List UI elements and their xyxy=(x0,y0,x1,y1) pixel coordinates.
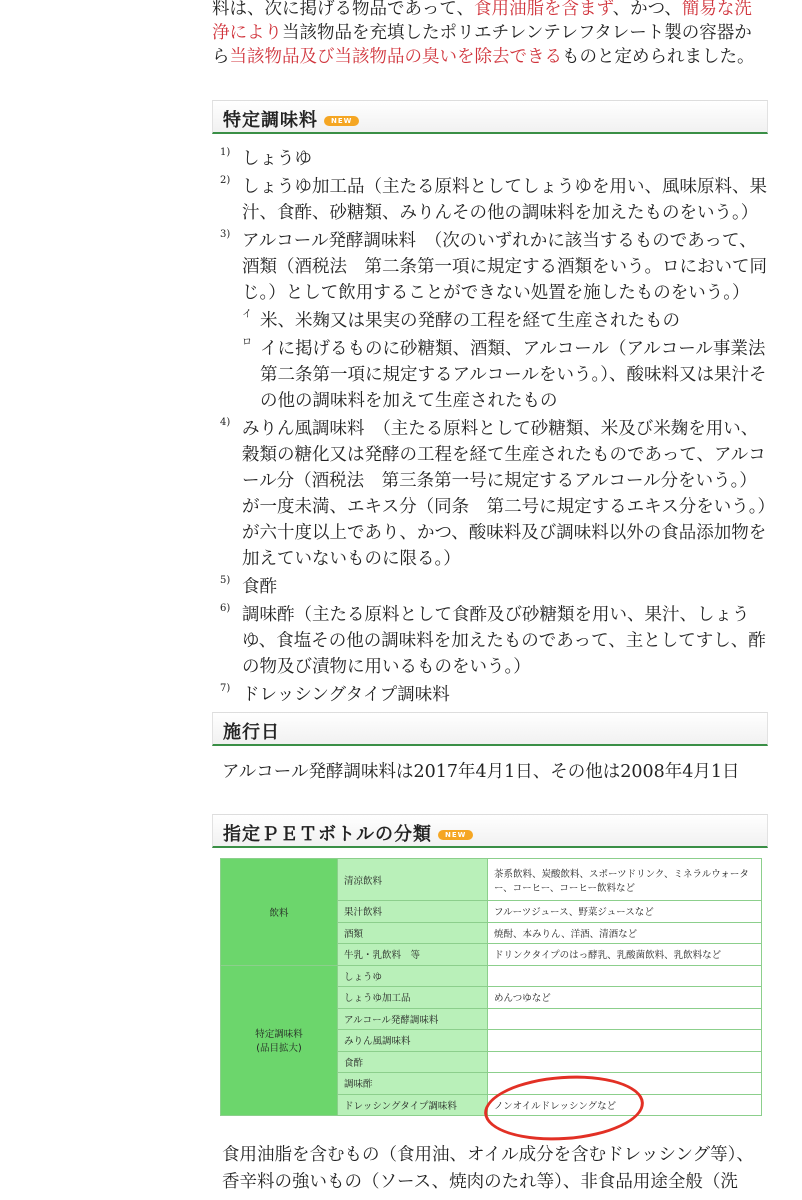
category-cell: 清涼飲料 xyxy=(338,859,488,901)
example-cell: 焼酎、本みりん、洋酒、清酒など xyxy=(488,922,762,944)
example-cell: フルーツジュース、野菜ジュースなど xyxy=(488,901,762,923)
intro-text: ら xyxy=(212,47,230,67)
example-cell: ノンオイルドレッシングなど xyxy=(488,1094,762,1116)
pet-classification-table xyxy=(220,858,762,1116)
item-text: しょうゆ xyxy=(242,149,312,169)
sub-item-mark: イ xyxy=(242,309,252,320)
new-badge: NEW xyxy=(324,116,359,126)
item-number: 1) xyxy=(220,147,231,158)
sub-item-mark: ロ xyxy=(242,337,252,348)
example-cell xyxy=(488,1051,762,1073)
intro-paragraph xyxy=(212,0,768,69)
section-title: 指定ＰＥＴボトルの分類 xyxy=(223,824,432,845)
example-cell: 茶系飲料、炭酸飲料、スポーツドリンク、ミネラルウォーター、コーヒー、コーヒー飲料など xyxy=(488,859,762,901)
category-cell: 酒類 xyxy=(338,922,488,944)
section-header-effective-date xyxy=(212,712,768,746)
table-row xyxy=(221,965,762,987)
group-sublabel: (品目拡大) xyxy=(256,1043,302,1055)
group-cell-beverages xyxy=(221,859,338,966)
intro-text: ものと定められました。 xyxy=(562,47,755,67)
sub-item-text: 米、米麹又は果実の発酵の工程を経て生産されたもの xyxy=(260,311,680,331)
category-cell: みりん風調味料 xyxy=(338,1030,488,1052)
sub-item xyxy=(242,336,783,414)
category-cell: しょうゆ xyxy=(338,965,488,987)
list-item xyxy=(220,228,783,414)
seasoning-list xyxy=(220,146,783,708)
item-text: みりん風調味料 （主たる原料として砂糖類、米及び米麹を用い、穀類の糖化又は発酵の工程を経て生産されたものであって、アルコール分（酒税法 第三条第一号に規定するアルコール分をいう。）が一度未満、エキス分（同条 第二号に規定するエキス分をいう。）が六十度以上であり、かつ、酸味料及び調味料以外の食品添加物を加えていないものに限る。） xyxy=(242,419,767,569)
category-cell: ドレッシングタイプ調味料 xyxy=(338,1094,488,1116)
item-number: 4) xyxy=(220,417,231,428)
group-label: 特定調味料 xyxy=(255,1029,303,1041)
item-number: 5) xyxy=(220,575,231,586)
group-label: 飲料 xyxy=(269,907,289,919)
example-cell: めんつゆなど xyxy=(488,987,762,1009)
sub-item xyxy=(242,308,772,334)
item-number: 3) xyxy=(220,229,231,240)
section-header-pet-bottle-classification xyxy=(212,814,768,848)
intro-text: 、かつ、 xyxy=(612,0,682,19)
example-cell: ドリンクタイプのはっ酵乳、乳酸菌飲料、乳飲料など xyxy=(488,944,762,966)
section-title: 特定調味料 xyxy=(223,110,318,131)
bottom-text: 食用油脂を含むもの（食用油、オイル成分を含むドレッシング等）、 xyxy=(222,1145,754,1165)
list-item xyxy=(220,682,772,708)
sub-item-text: イに掲げるものに砂糖類、酒類、アルコール（アルコール事業法 第二条第一項に規定するアルコールをいう。）、酸味料又は果汁その他の調味料を加えて生産されたもの xyxy=(260,339,783,411)
bottom-paragraph xyxy=(222,1142,778,1196)
highlight-text: 食用油脂を含まず xyxy=(473,0,613,19)
item-text: しょうゆ加工品（主たる原料としてしょうゆを用い、風味原料、果汁、食酢、砂糖類、みりんその他の調味料を加えたものをいう。） xyxy=(242,177,767,223)
list-item xyxy=(220,574,772,600)
category-cell: 牛乳・乳飲料 等 xyxy=(338,944,488,966)
intro-text: 当該物品を充填したポリエチレンテレフタレート製の容器か xyxy=(282,23,752,43)
category-cell: 調味酢 xyxy=(338,1073,488,1095)
category-cell: 果汁飲料 xyxy=(338,901,488,923)
highlight-text: 当該物品及び当該物品の臭いを除去できる xyxy=(229,47,562,67)
category-cell: アルコール発酵調味料 xyxy=(338,1008,488,1030)
item-text: ドレッシングタイプ調味料 xyxy=(242,685,450,705)
example-cell xyxy=(488,965,762,987)
category-cell: 食酢 xyxy=(338,1051,488,1073)
list-item xyxy=(220,174,772,226)
category-cell: しょうゆ加工品 xyxy=(338,987,488,1009)
item-number: 6) xyxy=(220,603,231,614)
group-cell-specified-seasonings xyxy=(221,965,338,1116)
highlight-text: 簡易な洗 xyxy=(681,0,752,19)
effective-date-text: アルコール発酵調味料は2017年4月1日、その他は2008年4月1日 xyxy=(222,762,740,782)
list-item xyxy=(220,416,772,572)
list-item xyxy=(220,146,772,172)
intro-text: 料は、次に掲げる物品であって、 xyxy=(212,0,474,19)
item-text: アルコール発酵調味料 （次のいずれかに該当するものであって、酒類（酒税法 第二条第一項に規定する酒類をいう。ロにおいて同じ。）として飲用することができない処置を施したものをいう。） xyxy=(242,231,767,303)
new-badge: NEW xyxy=(438,830,473,840)
item-text: 調味酢（主たる原料として食酢及び砂糖類を用い、果汁、しょうゆ、食塩その他の調味料を加えたものであって、主としてすし、酢の物及び漬物に用いるものをいう。） xyxy=(242,605,766,677)
list-item xyxy=(220,602,772,680)
example-cell xyxy=(488,1008,762,1030)
section-title: 施行日 xyxy=(223,722,280,743)
table-row xyxy=(221,859,762,901)
bottom-text: 香辛料の強いもの（ソース、焼肉のたれ等）、非食品用途全般（洗 xyxy=(222,1172,738,1192)
section-header-specified-seasonings xyxy=(212,100,768,134)
item-number: 2) xyxy=(220,175,231,186)
item-text: 食酢 xyxy=(242,577,277,597)
highlight-text: 浄により xyxy=(212,23,282,43)
example-cell xyxy=(488,1030,762,1052)
item-number: 7) xyxy=(220,683,231,694)
